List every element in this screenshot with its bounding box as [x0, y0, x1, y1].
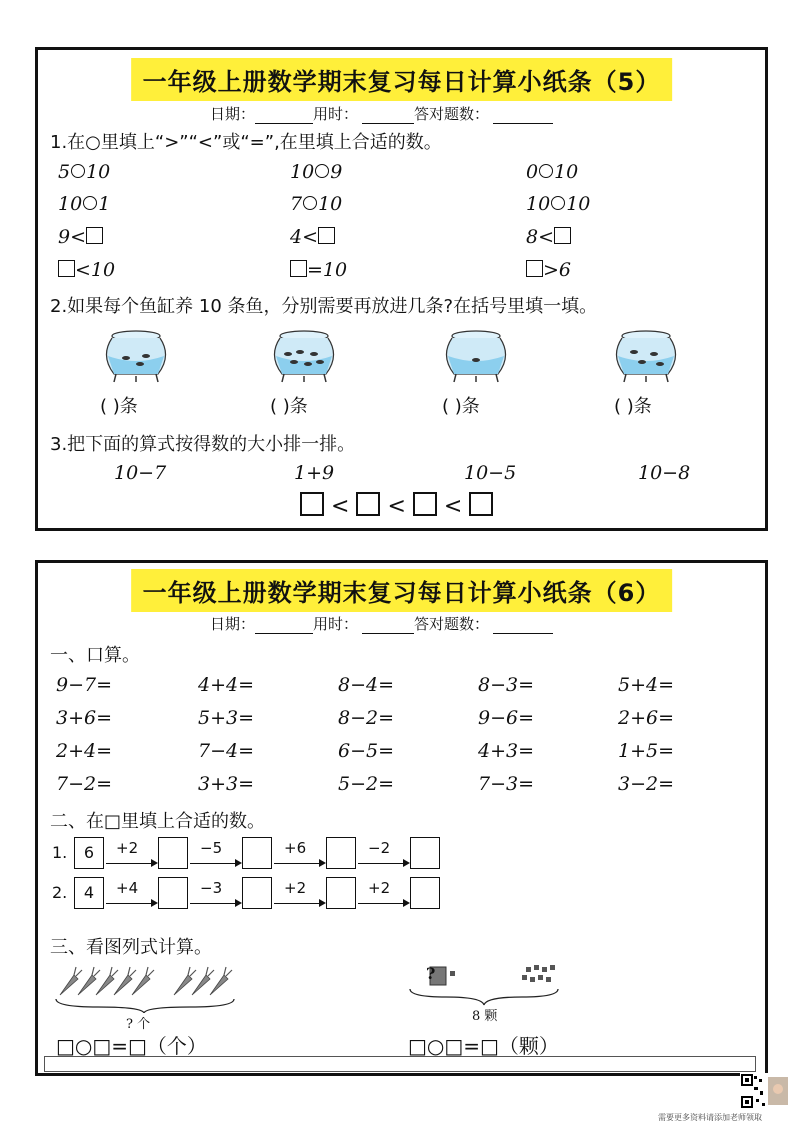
chain-answer-box[interactable] — [242, 837, 272, 869]
time-blank[interactable] — [362, 619, 414, 634]
fishbowl-image — [610, 326, 682, 386]
time-blank[interactable] — [362, 109, 414, 124]
compare-circle[interactable] — [83, 196, 97, 210]
compare-item: 5 10 — [58, 161, 111, 183]
arrow-icon — [274, 903, 324, 904]
oral-calc-item[interactable]: 1+5= — [618, 740, 675, 762]
oral-calc-item[interactable]: 5+4= — [618, 674, 675, 696]
date-blank[interactable] — [255, 109, 313, 124]
oral-calc-item[interactable]: 8−2= — [338, 707, 395, 729]
fishbowl-image — [100, 326, 172, 386]
qr-code-icon — [740, 1073, 790, 1109]
chain-answer-box[interactable] — [326, 837, 356, 869]
fill-item: <10 — [58, 259, 115, 281]
arrow-icon — [106, 863, 156, 864]
order-box[interactable] — [413, 492, 437, 516]
s1-heading: 一、口算。 — [50, 645, 140, 666]
worksheet-5 — [35, 47, 768, 531]
expression: 1+9 — [294, 462, 335, 484]
fishbowl-image — [268, 326, 340, 386]
oral-calc-item[interactable]: 2+6= — [618, 707, 675, 729]
chain-answer-box[interactable] — [410, 877, 440, 909]
chain-start-box: 6 — [74, 837, 104, 869]
fill-item: 4< — [290, 226, 335, 248]
compare-item: 10 1 — [58, 193, 111, 215]
page-title: 一年级上册数学期末复习每日计算小纸条（6） — [131, 569, 673, 612]
fish-answer[interactable]: ( )条 — [100, 396, 138, 417]
oral-calc-item[interactable]: 3+3= — [198, 773, 255, 795]
fish-answer[interactable]: ( )条 — [270, 396, 308, 417]
meta-line: 日期： 用时： 答对题数： — [210, 613, 553, 634]
oral-calc-item[interactable]: 5+3= — [198, 707, 255, 729]
arrow-icon — [358, 903, 408, 904]
arrow-icon — [106, 903, 156, 904]
s3-heading: 三、看图列式计算。 — [50, 937, 212, 958]
q3-heading: 3.把下面的算式按得数的大小排一排。 — [50, 434, 356, 455]
right-formula[interactable]: □○□=□（颗） — [408, 1034, 559, 1058]
number-chain-1: 1. 6 +2 −5 +6 −2 — [52, 837, 452, 873]
meta-line: 日期： 用时： 答对题数： — [210, 103, 553, 124]
chain-answer-box[interactable] — [158, 877, 188, 909]
chain-answer-box[interactable] — [242, 877, 272, 909]
compare-circle[interactable] — [551, 196, 565, 210]
compare-item: 7 10 — [290, 193, 343, 215]
correct-blank[interactable] — [493, 109, 553, 124]
number-chain-2: 2. 4 +4 −3 +2 +2 — [52, 877, 452, 913]
date-blank[interactable] — [255, 619, 313, 634]
expression: 10−8 — [638, 462, 691, 484]
oral-calc-item[interactable]: 8−4= — [338, 674, 395, 696]
fill-item: 9< — [58, 226, 103, 248]
correct-blank[interactable] — [493, 619, 553, 634]
oral-calc-item[interactable]: 9−6= — [478, 707, 535, 729]
answer-box[interactable] — [318, 227, 335, 244]
order-box[interactable] — [356, 492, 380, 516]
footer-note: 需要更多资料请添加老师领取 — [658, 1113, 762, 1122]
right-question-mark: ? — [426, 964, 436, 983]
compare-circle[interactable] — [303, 196, 317, 210]
compare-circle[interactable] — [315, 164, 329, 178]
fishbowl-image — [440, 326, 512, 386]
fish-answer[interactable]: ( )条 — [614, 396, 652, 417]
answer-box[interactable] — [554, 227, 571, 244]
q2-heading: 2.如果每个鱼缸养 10 条鱼，分别需要再放进几条?在括号里填一填。 — [50, 296, 598, 317]
right-total-label: 8 颗 — [472, 1009, 498, 1024]
arrow-icon — [358, 863, 408, 864]
chain-answer-box[interactable] — [158, 837, 188, 869]
oral-calc-item[interactable]: 5−2= — [338, 773, 395, 795]
left-formula[interactable]: □○□=□（个） — [56, 1034, 207, 1058]
order-row: < < < — [300, 492, 493, 519]
answer-strip — [44, 1056, 756, 1072]
chain-answer-box[interactable] — [326, 877, 356, 909]
compare-item: 10 10 — [526, 193, 591, 215]
oral-calc-item[interactable]: 9−7= — [56, 674, 113, 696]
fill-item: 8< — [526, 226, 571, 248]
compare-circle[interactable] — [71, 164, 85, 178]
oral-calc-item[interactable]: 7−4= — [198, 740, 255, 762]
order-box[interactable] — [300, 492, 324, 516]
oral-calc-item[interactable]: 4+3= — [478, 740, 535, 762]
chain-start-box: 4 — [74, 877, 104, 909]
oral-calc-item[interactable]: 4+4= — [198, 674, 255, 696]
arrow-icon — [190, 863, 240, 864]
fill-item: =10 — [290, 259, 347, 281]
answer-box[interactable] — [58, 260, 75, 277]
s2-heading: 二、在□里填上合适的数。 — [50, 811, 266, 832]
oral-calc-item[interactable]: 7−2= — [56, 773, 113, 795]
arrow-icon — [190, 903, 240, 904]
oral-calc-item[interactable]: 3−2= — [618, 773, 675, 795]
oral-calc-item[interactable]: 6−5= — [338, 740, 395, 762]
oral-calc-item[interactable]: 2+4= — [56, 740, 113, 762]
q1-heading: 1.在○里填上“>”“<”或“=”,在里填上合适的数。 — [50, 132, 442, 153]
expression: 10−7 — [114, 462, 167, 484]
carrots-image — [52, 963, 237, 1013]
worksheet-6 — [35, 560, 768, 1076]
oral-calc-item[interactable]: 3+6= — [56, 707, 113, 729]
arrow-icon — [274, 863, 324, 864]
oral-calc-item[interactable]: 8−3= — [478, 674, 535, 696]
chain-answer-box[interactable] — [410, 837, 440, 869]
answer-box[interactable] — [526, 260, 543, 277]
answer-box[interactable] — [290, 260, 307, 277]
fill-item: >6 — [526, 259, 571, 281]
compare-circle[interactable] — [539, 164, 553, 178]
compare-item: 0 10 — [526, 161, 579, 183]
expression: 10−5 — [464, 462, 517, 484]
compare-item: 10 9 — [290, 161, 343, 183]
oral-calc-item[interactable]: 7−3= — [478, 773, 535, 795]
left-question-label: ? 个 — [126, 1017, 151, 1032]
answer-box[interactable] — [86, 227, 103, 244]
order-box[interactable] — [469, 492, 493, 516]
page-title: 一年级上册数学期末复习每日计算小纸条（5） — [131, 58, 673, 101]
fish-answer[interactable]: ( )条 — [442, 396, 480, 417]
